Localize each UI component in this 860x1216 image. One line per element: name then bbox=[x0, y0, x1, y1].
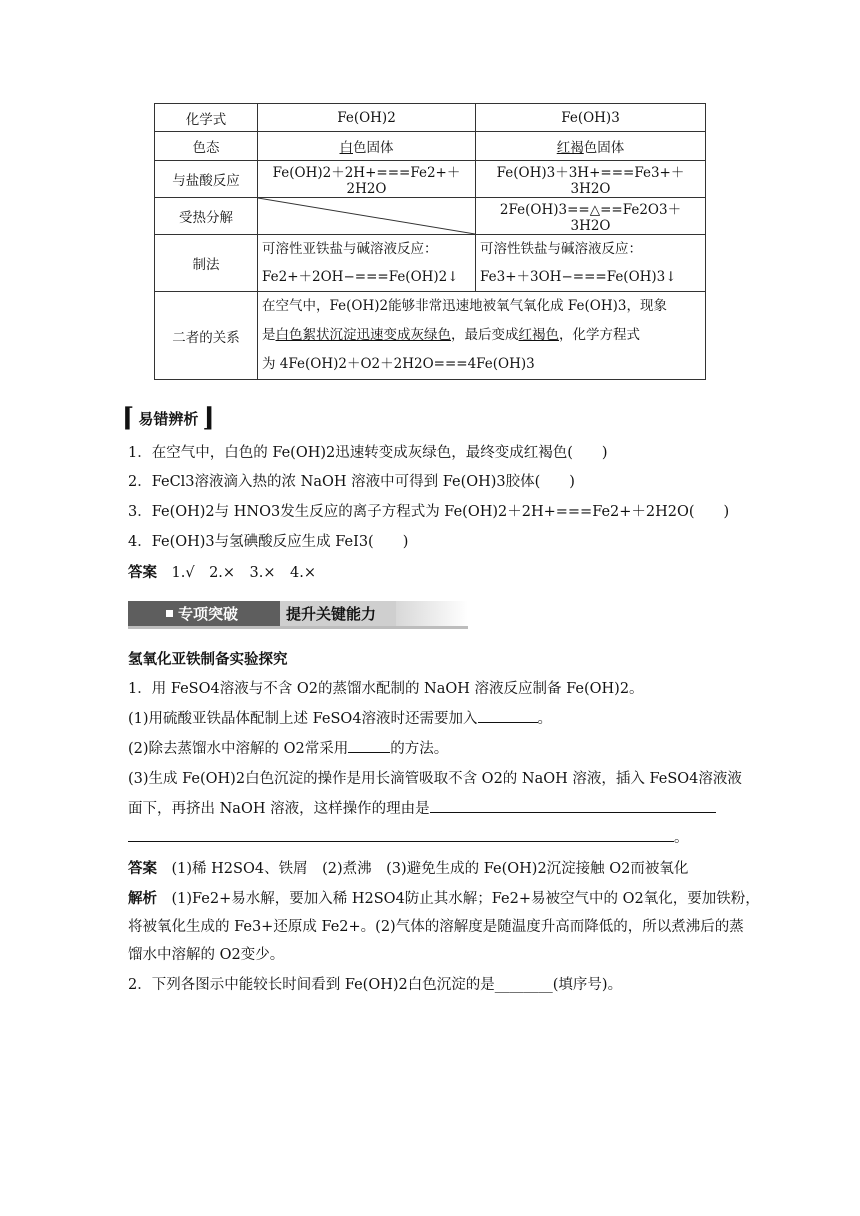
cell-text: ，最后变成 bbox=[451, 327, 519, 343]
answer-blank-line bbox=[128, 826, 689, 847]
question-2: 2．下列各图示中能较长时间看到 Fe(OH)2白色沉淀的是________(填序号)。 bbox=[128, 977, 623, 993]
error-analysis-heading bbox=[122, 405, 215, 431]
table-row bbox=[155, 104, 706, 132]
table-cell bbox=[258, 132, 476, 161]
relation-cell bbox=[258, 292, 706, 380]
question-text: 。 bbox=[537, 711, 553, 727]
underlined-text: 白色絮状沉淀迅速变成灰绿色 bbox=[275, 327, 451, 343]
row-label: 色态 bbox=[155, 132, 258, 161]
diagonal-line bbox=[258, 198, 475, 234]
explanation-label: 解析 bbox=[128, 890, 157, 907]
question-1-3-continued bbox=[128, 797, 716, 818]
table-cell: Fe(OH)2 bbox=[258, 104, 476, 132]
row-label: 制法 bbox=[155, 235, 258, 292]
cell-text: 是 bbox=[262, 327, 276, 343]
table-cell: Fe(OH)3 bbox=[476, 104, 706, 132]
list-item: 4．Fe(OH)3与氢碘酸反应生成 FeI3( ) bbox=[128, 534, 409, 550]
underlined-text: 红褐 bbox=[556, 140, 584, 156]
heading-text: 易错辨析 bbox=[138, 409, 199, 428]
cell-text: 色固体 bbox=[353, 140, 394, 156]
question-text: 面下，再挤出 NaOH 溶液，这样操作的理由是 bbox=[128, 801, 430, 817]
right-bracket-icon: ⌋ bbox=[202, 403, 215, 433]
square-bullet-icon bbox=[166, 610, 173, 617]
answer-blank bbox=[348, 738, 390, 753]
list-item: 3．Fe(OH)2与 HNO3发生反应的离子方程式为 Fe(OH)2＋2H+===Fe2+＋2H2O( ) bbox=[128, 504, 730, 520]
left-bracket-icon: ⌈ bbox=[122, 403, 135, 433]
answer-line bbox=[128, 857, 688, 878]
table-row bbox=[155, 198, 706, 235]
explanation-text: (1)Fe2+易水解，要加入稀 H2SO4防止其水解；Fe2+易被空气中的 O2氧化，要加铁粉， bbox=[171, 891, 760, 907]
question-text: 。 bbox=[674, 830, 689, 846]
table-cell: Fe(OH)2＋2H+===Fe2+＋2H2O bbox=[258, 161, 476, 198]
answer-blank bbox=[430, 798, 716, 813]
banner-right-label: 提升关键能力 bbox=[286, 605, 377, 623]
table-cell bbox=[476, 235, 706, 292]
cell-text: 色固体 bbox=[583, 140, 625, 156]
question-1-2 bbox=[128, 737, 448, 758]
cell-line bbox=[262, 321, 701, 350]
table-cell bbox=[258, 235, 476, 292]
row-label: 与盐酸反应 bbox=[155, 161, 258, 198]
comparison-table bbox=[154, 103, 706, 380]
list-item: 1．在空气中，白色的 Fe(OH)2迅速转变成灰绿色，最终变成红褐色( ) bbox=[128, 445, 608, 461]
table-cell: 2Fe(OH)3==△==Fe2O3＋3H2O bbox=[476, 198, 706, 235]
table-row bbox=[155, 132, 706, 161]
table-row bbox=[155, 235, 706, 292]
cell-line: Fe2+＋2OH−===Fe(OH)2↓ bbox=[262, 269, 459, 285]
question-text: 的方法。 bbox=[390, 741, 449, 757]
underlined-text: 白 bbox=[339, 140, 353, 156]
answer-text: (1)稀 H2SO4、铁屑 (2)煮沸 (3)避免生成的 Fe(OH)2沉淀接触 O2而被氧化 bbox=[171, 861, 689, 877]
table-row bbox=[155, 292, 706, 380]
table-cell: Fe(OH)3＋3H+===Fe3+＋3H2O bbox=[476, 161, 706, 198]
answer-label: 答案 bbox=[128, 564, 157, 581]
row-label: 二者的关系 bbox=[155, 292, 258, 380]
cell-line: 为 4Fe(OH)2＋O2＋2H2O===4Fe(OH)3 bbox=[262, 356, 535, 372]
answer-text: 1.√ 2.× 3.× 4.× bbox=[171, 565, 317, 581]
banner-left-label: 专项突破 bbox=[178, 605, 239, 623]
row-label: 受热分解 bbox=[155, 198, 258, 235]
cell-line: Fe3+＋3OH−===Fe(OH)3↓ bbox=[480, 269, 677, 285]
cell-line: 可溶性亚铁盐与碱溶液反应： bbox=[262, 241, 438, 257]
table-cell bbox=[476, 132, 706, 161]
section-heading: 氢氧化亚铁制备实验探究 bbox=[128, 651, 288, 668]
cell-text: ，化学方程式 bbox=[559, 327, 640, 343]
explanation-line: 将被氧化生成的 Fe3+还原成 Fe2+。(2)气体的溶解度是随温度升高而降低的，所以煮沸后的蒸 bbox=[128, 919, 744, 935]
cell-line: 可溶性铁盐与碱溶液反应： bbox=[480, 241, 642, 257]
answer-blank bbox=[128, 827, 674, 842]
answer-blank bbox=[478, 708, 538, 723]
cell-line: 在空气中，Fe(OH)2能够非常迅速地被氧气氧化成 Fe(OH)3，现象 bbox=[262, 298, 667, 314]
explanation-line bbox=[128, 887, 760, 908]
question-text: (1)用硫酸亚铁晶体配制上述 FeSO4溶液时还需要加入 bbox=[128, 711, 478, 727]
diagonal-empty-cell bbox=[258, 198, 476, 235]
explanation-line: 馏水中溶解的 O2变少。 bbox=[128, 947, 285, 963]
question-1: 1．用 FeSO4溶液与不含 O2的蒸馏水配制的 NaOH 溶液反应制备 Fe(OH)2。 bbox=[128, 681, 644, 697]
question-1-1 bbox=[128, 707, 552, 728]
list-item: 2．FeCl3溶液滴入热的浓 NaOH 溶液中可得到 Fe(OH)3胶体( ) bbox=[128, 474, 575, 490]
question-1-3: (3)生成 Fe(OH)2白色沉淀的操作是用长滴管吸取不含 O2的 NaOH 溶液，插入 FeSO4溶液液 bbox=[128, 771, 742, 787]
answer-line bbox=[128, 561, 316, 582]
table-row bbox=[155, 161, 706, 198]
question-text: (2)除去蒸馏水中溶解的 O2常采用 bbox=[128, 741, 349, 757]
row-label: 化学式 bbox=[155, 104, 258, 132]
underlined-text: 红褐色 bbox=[518, 327, 559, 343]
section-banner bbox=[128, 601, 468, 626]
answer-label: 答案 bbox=[128, 860, 157, 877]
